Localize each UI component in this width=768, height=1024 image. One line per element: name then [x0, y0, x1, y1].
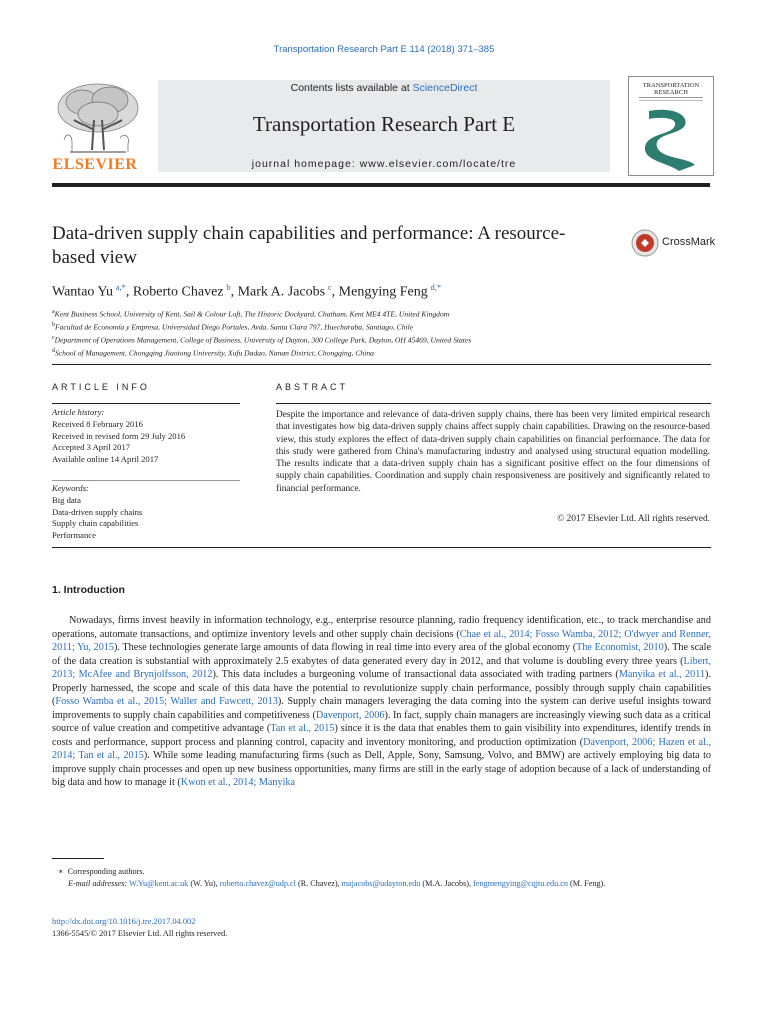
cover-title-line2: RESEARCH: [654, 89, 688, 96]
contents-prefix: Contents lists available at: [290, 82, 413, 94]
crossmark-label[interactable]: CrossMark: [662, 236, 716, 248]
abstract-bottom-rule: [52, 547, 711, 548]
author-list: Wantao Yu $^{a,*}$, Roberto Chavez $^b$, Mark A. Jacobs $^c$, Mengying Feng $^{d,*}$: [52, 282, 442, 300]
citation-link[interactable]: Chae et al., 2014; Fosso Wamba, 2012; O'dwyer and Renner, 2011; Yu, 2015: [52, 628, 711, 653]
paragraph-text: ) since it is the data that enables them to gain visibility into expenditures, identify trends in costs and performance, support process and planning control, capacity and inventory monitoring, and production optimization (: [52, 723, 711, 748]
affiliation-list: [52, 307, 712, 360]
author-name: Mark A. Jacobs: [237, 284, 326, 300]
article-info-rule: [52, 403, 240, 404]
keywords-label: Keywords:: [52, 483, 89, 493]
email-owner: (W. Yu): [190, 879, 216, 888]
journal-title: Transportation Research Part E: [252, 112, 516, 136]
crossmark-icon: [630, 228, 660, 258]
footnote-rule: [52, 858, 104, 859]
publisher-name: ELSEVIER: [52, 156, 138, 173]
citation-link[interactable]: Fosso Wamba et al., 2015; Waller and Fawcett, 2013: [55, 696, 278, 707]
citation-link[interactable]: Davenport, 2006: [315, 709, 385, 721]
homepage-url[interactable]: www.elsevier.com/locate/tre: [359, 158, 517, 170]
history-label: Article history:: [52, 407, 105, 417]
paragraph-text: ). The scale of the data creation is substantial with approximately 2.5 exabytes of data generated every day in 2012, and that volume is doubling every three years (: [52, 642, 711, 667]
citation-link[interactable]: Davenport, 2006; Hazen et al., 2014; Tan et al., 2015: [52, 736, 711, 761]
asterisk-icon: ∗: [58, 867, 64, 876]
doi-link[interactable]: http://dx.doi.org/10.1016/j.tre.2017.04.002: [52, 917, 196, 926]
email-link[interactable]: fengmengying@cqjtu.edu.cn: [473, 879, 568, 888]
history-entry: Received in revised form 29 July 2016: [52, 430, 186, 441]
article-history: [52, 407, 242, 466]
journal-cover-image-icon: [629, 77, 713, 175]
email-link[interactable]: W.Yu@kent.ac.uk: [128, 879, 189, 888]
history-entry: Accepted 3 April 2017: [52, 442, 131, 453]
author-name: Roberto Chavez: [132, 284, 224, 300]
elsevier-tree-icon: [50, 80, 146, 156]
doi-block: [52, 916, 227, 940]
paragraph-text: ). Supply chain managers leveraging the data coming into the system can derive useful insights toward improvements to supply chain capabilities and competitiveness (: [52, 696, 711, 721]
paragraph-text: ). Properly harnessed, the scope and scale of this data have the potential to revolutionize supply chain performance, possibly through supply chain capabilities (: [52, 669, 711, 707]
author-affiliation-marker[interactable]: d,*: [430, 282, 442, 292]
affiliations-divider: [52, 364, 711, 365]
keyword: Data-driven supply chains: [52, 506, 143, 517]
author-affiliation-marker[interactable]: c: [327, 282, 332, 292]
journal-cover[interactable]: [628, 76, 714, 176]
email-link[interactable]: roberto.chavez@udp.cl: [219, 879, 296, 888]
affiliation-item: $^a$Kent Business School, University of Kent, Sail & Colour Loft, The Historic Dockyard, Chatham, Kent ME4 4TE, United Kingdom: [52, 309, 450, 319]
citation-link[interactable]: Manyika et al., 2011: [618, 669, 706, 680]
keywords-block: [52, 483, 242, 542]
corresponding-note: Corresponding authors.: [67, 867, 145, 876]
abstract-copyright: © 2017 Elsevier Ltd. All rights reserved.: [557, 514, 710, 524]
abstract-rule: [276, 403, 711, 404]
author-name: Wantao Yu: [52, 284, 113, 300]
homepage-prefix: journal homepage:: [251, 158, 360, 170]
journal-homepage: [158, 158, 610, 170]
issn-copyright: 1366-5545/© 2017 Elsevier Ltd. All rights reserved.: [52, 929, 228, 938]
affiliation-item: $^c$Department of Operations Management, College of Business, University of Dayton, 300 College Park, Dayton, OH 45469, United States: [52, 335, 472, 345]
keyword: Performance: [52, 530, 96, 541]
header-rule: [52, 183, 710, 187]
keyword: Supply chain capabilities: [52, 518, 139, 529]
citation-link[interactable]: Libert, 2013; McAfee and Brynjolfsson, 2012: [52, 655, 711, 680]
section-heading-introduction: 1. Introduction: [52, 584, 125, 596]
paragraph-text: ). While some leading manufacturing firms (such as Dell, Apple, Sony, Samsung, Volvo, and BMW) are actively employing big data to improve supply chain processes and open up new business opportunities, many firms are still in the early stage of adoption because of a lack of understanding of big data and how to manage it (: [52, 750, 711, 788]
email-owner: (R. Chavez): [298, 879, 338, 888]
history-entry: Received 8 February 2016: [52, 418, 143, 429]
citation-link[interactable]: Kwon et al., 2014; Manyika: [180, 777, 296, 788]
paragraph-text: ). This data includes a burgeoning volume of transactional data associated with trading partners (: [212, 669, 619, 680]
article-title: Data-driven supply chain capabilities and performance: A resource-based view: [52, 223, 566, 268]
paragraph-text: ). In fact, supply chain managers are increasingly viewing such data as a critical source of value creation and competitive advantage (: [52, 709, 712, 734]
affiliation-item: $^b$Facultad de Economía y Empresa, Universidad Diego Portales, Avda. Santa Clara 797, Huechuraba, Santiago, Chile: [52, 322, 414, 332]
author-name: Mengying Feng: [338, 284, 428, 300]
history-entry: Available online 14 April 2017: [52, 454, 159, 465]
keyword: Big data: [52, 494, 81, 505]
abstract-heading: ABSTRACT: [276, 382, 349, 392]
footnotes: ∗ Corresponding authors. E-mail addresses: W.Yu@kent.ac.uk (W. Yu), roberto.chavez@udp.cl (R. Chavez), majacobs@udayton.edu (M.A. Jacobs), fengmengying@cqjtu.edu.cn (M. Feng).: [58, 867, 606, 888]
abstract-text: Despite the importance and relevance of data-driven supply chains, there has been very limited empirical research that investigates how big data-driven supply chains affect supply chain capabilities. Drawing on the resource-based view, this study explores the effect of data-driven supply chain capabilities on financial performance. The data for this study were gathered from China's manufacturing industry and analysed using structural equation modelling. The results indicate that a data-driven supply chain has a significant positive effect on the four dimensions of supply chain capabilities. Coordination and supply chain responsiveness are positively and significantly related to financial performance.: [276, 410, 710, 494]
citation-link[interactable]: Tan et al., 2015: [270, 723, 335, 734]
email-label: E-mail addresses:: [68, 879, 128, 888]
citation-link[interactable]: The Economist, 2010: [576, 642, 664, 653]
cover-title-line1: TRANSPORTATION: [642, 82, 700, 89]
email-owner: (M.A. Jacobs): [422, 879, 470, 888]
affiliation-item: $^d$School of Management, Chongqing Jiaotong University, Xufu Dadao, Nanan District, Chongqing, China: [52, 348, 374, 358]
sciencedirect-link[interactable]: ScienceDirect: [412, 82, 478, 94]
journal-citation[interactable]: Transportation Research Part E 114 (2018) 371–385: [273, 44, 495, 55]
paragraph-text: Nowadays, firms invest heavily in information technology, e.g., enterprise resource planning, radio frequency identification, etc., to track merchandise and operations, automate transactions, and optimize inventory levels and other supply chain decisions (: [52, 615, 711, 640]
paragraph-text: ). These technologies generate large amounts of data flowing in real time into every area of the global economy (: [114, 642, 577, 653]
email-owner: (M. Feng).: [570, 879, 606, 888]
keywords-rule: [52, 480, 240, 481]
article-info-heading: ARTICLE INFO: [52, 382, 150, 392]
author-affiliation-marker[interactable]: a,*: [115, 282, 126, 292]
author-affiliation-marker[interactable]: b: [226, 282, 231, 292]
introduction-paragraph: [52, 614, 711, 790]
contents-availability: [158, 82, 610, 94]
email-link[interactable]: majacobs@udayton.edu: [341, 879, 421, 888]
